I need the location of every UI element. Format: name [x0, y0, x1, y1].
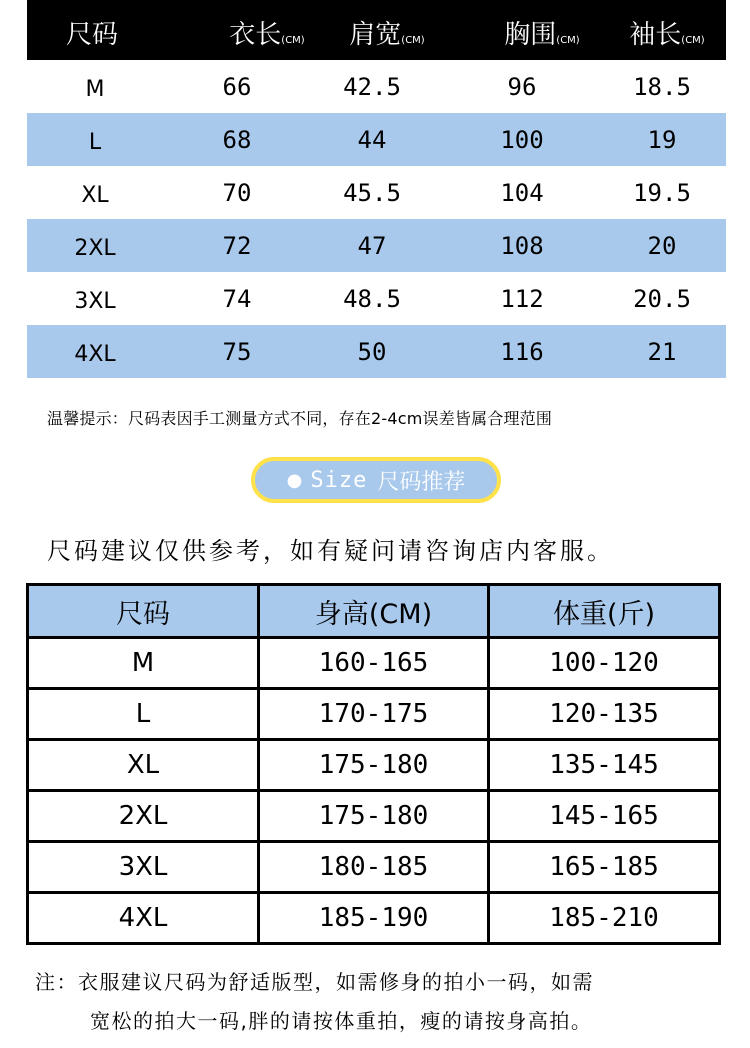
cell-weight: 145-165: [489, 791, 720, 842]
table-row: [28, 638, 720, 689]
tolerance-tip: 温馨提示：尺码表因手工测量方式不同，存在2-4cm误差皆属合理范围: [47, 409, 553, 428]
header-height: 身高(CM): [259, 585, 489, 638]
cell-weight: 100-120: [489, 638, 720, 689]
cell-shoulder: 48.5: [343, 285, 401, 313]
bullet-icon: ●: [286, 469, 303, 491]
cell-height: 175-180: [259, 791, 489, 842]
table-row: [27, 272, 726, 325]
measurement-table: [27, 0, 726, 378]
table-row: [28, 740, 720, 791]
header-chest: 胸围(CM): [504, 20, 580, 50]
cell-sleeve: 20: [647, 232, 677, 260]
cell-sleeve: 20.5: [633, 285, 691, 313]
cell-weight: 120-135: [489, 689, 720, 740]
header-shoulder: 肩宽(CM): [349, 20, 425, 50]
badge-title: 尺码推荐: [377, 469, 466, 495]
table-row: [28, 689, 720, 740]
cell-sleeve: 19: [647, 126, 677, 154]
cell-size: 4XL: [28, 893, 259, 944]
header-size: 尺码: [65, 20, 118, 50]
cell-chest: 104: [500, 179, 544, 207]
cell-size: XL: [81, 183, 109, 208]
cell-weight: 185-210: [489, 893, 720, 944]
cell-shoulder: 50: [357, 338, 387, 366]
cell-size: 3XL: [74, 289, 116, 314]
cell-height: 180-185: [259, 842, 489, 893]
cell-size: L: [88, 130, 102, 155]
measurement-table-header: [27, 0, 726, 60]
cell-weight: 165-185: [489, 842, 720, 893]
recommend-table-header: [28, 585, 720, 638]
cell-sleeve: 19.5: [633, 179, 691, 207]
cell-shoulder: 47: [357, 232, 387, 260]
table-row: [27, 113, 726, 166]
cell-height: 160-165: [259, 638, 489, 689]
cell-size: 2XL: [74, 236, 116, 261]
cell-length: 72: [222, 232, 252, 260]
header-sleeve: 袖长(CM): [629, 20, 705, 50]
footnote-line-2: 宽松的拍大一码,胖的请按体重拍，瘦的请按身高拍。: [90, 1009, 593, 1033]
header-size: 尺码: [28, 585, 259, 638]
table-row: [27, 166, 726, 219]
cell-chest: 112: [500, 285, 544, 313]
cell-size: 4XL: [74, 342, 116, 367]
cell-height: 175-180: [259, 740, 489, 791]
table-row: [27, 325, 726, 378]
cell-weight: 135-145: [489, 740, 720, 791]
cell-chest: 108: [500, 232, 544, 260]
cell-size: 2XL: [28, 791, 259, 842]
recommend-table: [26, 583, 721, 945]
advice-text: 尺码建议仅供参考，如有疑问请咨询店内客服。: [47, 537, 614, 565]
cell-length: 74: [222, 285, 252, 313]
cell-size: L: [28, 689, 259, 740]
cell-size: 3XL: [28, 842, 259, 893]
table-row: [27, 60, 726, 113]
cell-size: M: [28, 638, 259, 689]
cell-sleeve: 21: [647, 338, 677, 366]
table-row: [28, 842, 720, 893]
cell-length: 75: [222, 338, 252, 366]
table-row: [28, 893, 720, 944]
cell-size: M: [85, 77, 105, 102]
header-weight: 体重(斤): [489, 585, 720, 638]
size-recommend-badge: [251, 457, 501, 503]
cell-length: 66: [222, 73, 252, 101]
cell-shoulder: 44: [357, 126, 387, 154]
cell-chest: 100: [500, 126, 544, 154]
table-row: [27, 219, 726, 272]
cell-length: 70: [222, 179, 252, 207]
cell-shoulder: 45.5: [343, 179, 401, 207]
cell-length: 68: [222, 126, 252, 154]
header-length: 衣长(CM): [229, 20, 305, 50]
cell-shoulder: 42.5: [343, 73, 401, 101]
cell-chest: 96: [507, 73, 537, 101]
cell-height: 185-190: [259, 893, 489, 944]
table-row: [28, 791, 720, 842]
cell-height: 170-175: [259, 689, 489, 740]
footnote-line-1: 注：衣服建议尺码为舒适版型，如需修身的拍小一码，如需: [35, 970, 594, 994]
cell-sleeve: 18.5: [633, 73, 691, 101]
cell-size: XL: [28, 740, 259, 791]
badge-size-word: Size: [310, 467, 368, 493]
cell-chest: 116: [500, 338, 544, 366]
